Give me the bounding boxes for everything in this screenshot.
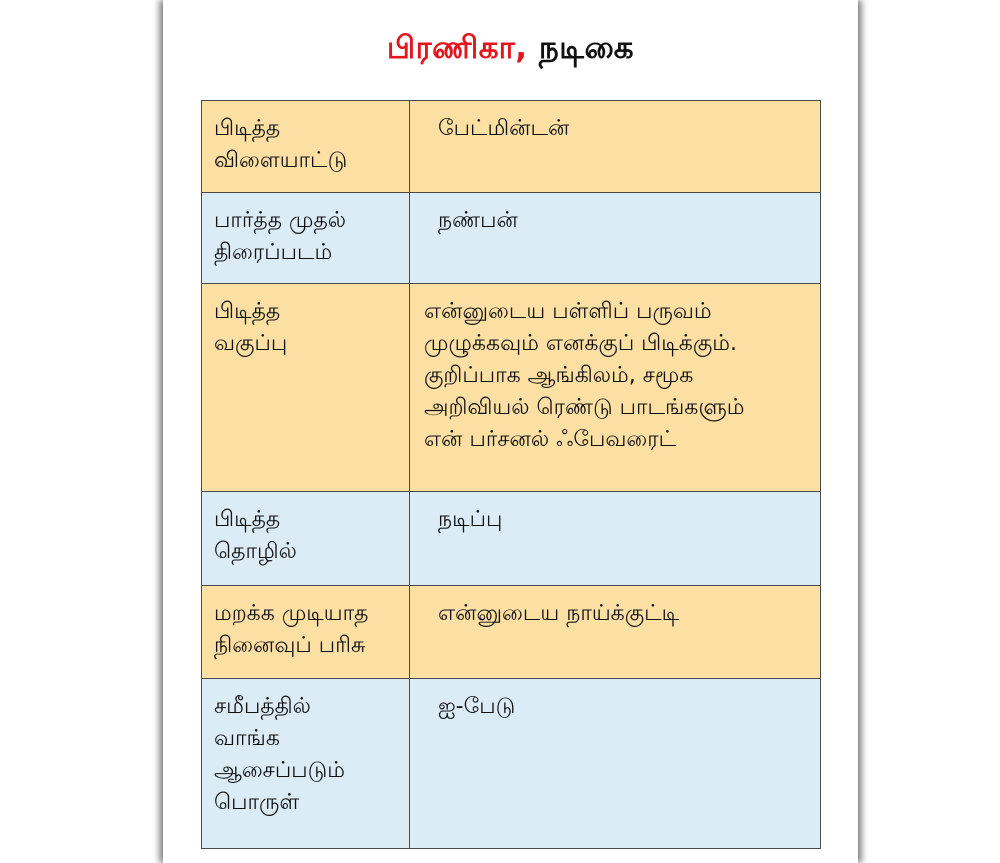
value-line: என் பர்சனல் ஃபேவரைட்	[424, 427, 677, 452]
value-line: என்னுடைய நாய்க்குட்டி	[438, 601, 680, 626]
table-row	[202, 586, 821, 679]
value-line: குறிப்பாக ஆங்கிலம், சமூக	[424, 363, 694, 388]
label-line: விளையாட்டு	[214, 148, 348, 173]
value-line: முழுக்கவும் எனக்குப் பிடிக்கும்.	[424, 331, 737, 356]
label-line: சமீபத்தில்	[214, 694, 311, 719]
row-label	[202, 586, 410, 679]
label-line: பிடித்த	[214, 116, 281, 141]
label-line: திரைப்படம்	[214, 240, 333, 265]
label-line: மறக்க முடியாத	[214, 601, 369, 626]
row-label	[202, 193, 410, 284]
row-value	[410, 284, 821, 492]
row-label	[202, 492, 410, 586]
label-line: தொழில்	[214, 539, 297, 564]
title-separator: ,	[515, 30, 528, 66]
label-line: பிடித்த	[214, 299, 281, 324]
title-role: நடிகை	[538, 30, 635, 66]
table-row	[202, 284, 821, 492]
value-line: பேட்மின்டன்	[438, 116, 570, 141]
row-value	[410, 679, 821, 849]
table-row	[202, 492, 821, 586]
label-line: வகுப்பு	[214, 331, 288, 356]
row-value	[410, 492, 821, 586]
table-row	[202, 193, 821, 284]
page-title	[163, 30, 858, 70]
label-line: பார்த்த முதல்	[214, 208, 347, 233]
table-row	[202, 679, 821, 849]
label-line: ஆசைப்படும்	[214, 758, 345, 783]
value-line: அறிவியல் ரெண்டு பாடங்களும்	[424, 395, 745, 420]
value-line: என்னுடைய பள்ளிப் பருவம்	[424, 299, 712, 324]
info-table	[201, 100, 821, 849]
row-value	[410, 586, 821, 679]
row-value	[410, 193, 821, 284]
value-line: நண்பன்	[438, 208, 518, 233]
label-line: பிடித்த	[214, 507, 281, 532]
label-line: பொருள்	[214, 790, 300, 815]
row-label	[202, 284, 410, 492]
value-line: நடிப்பு	[438, 507, 503, 532]
row-value	[410, 101, 821, 193]
label-line: நினைவுப் பரிசு	[214, 633, 366, 658]
table-row	[202, 101, 821, 193]
row-label	[202, 679, 410, 849]
label-line: வாங்க	[214, 726, 280, 751]
title-name: பிரணிகா	[386, 30, 516, 66]
profile-card	[163, 0, 858, 863]
row-label	[202, 101, 410, 193]
value-line: ஐ-பேடு	[438, 694, 516, 719]
